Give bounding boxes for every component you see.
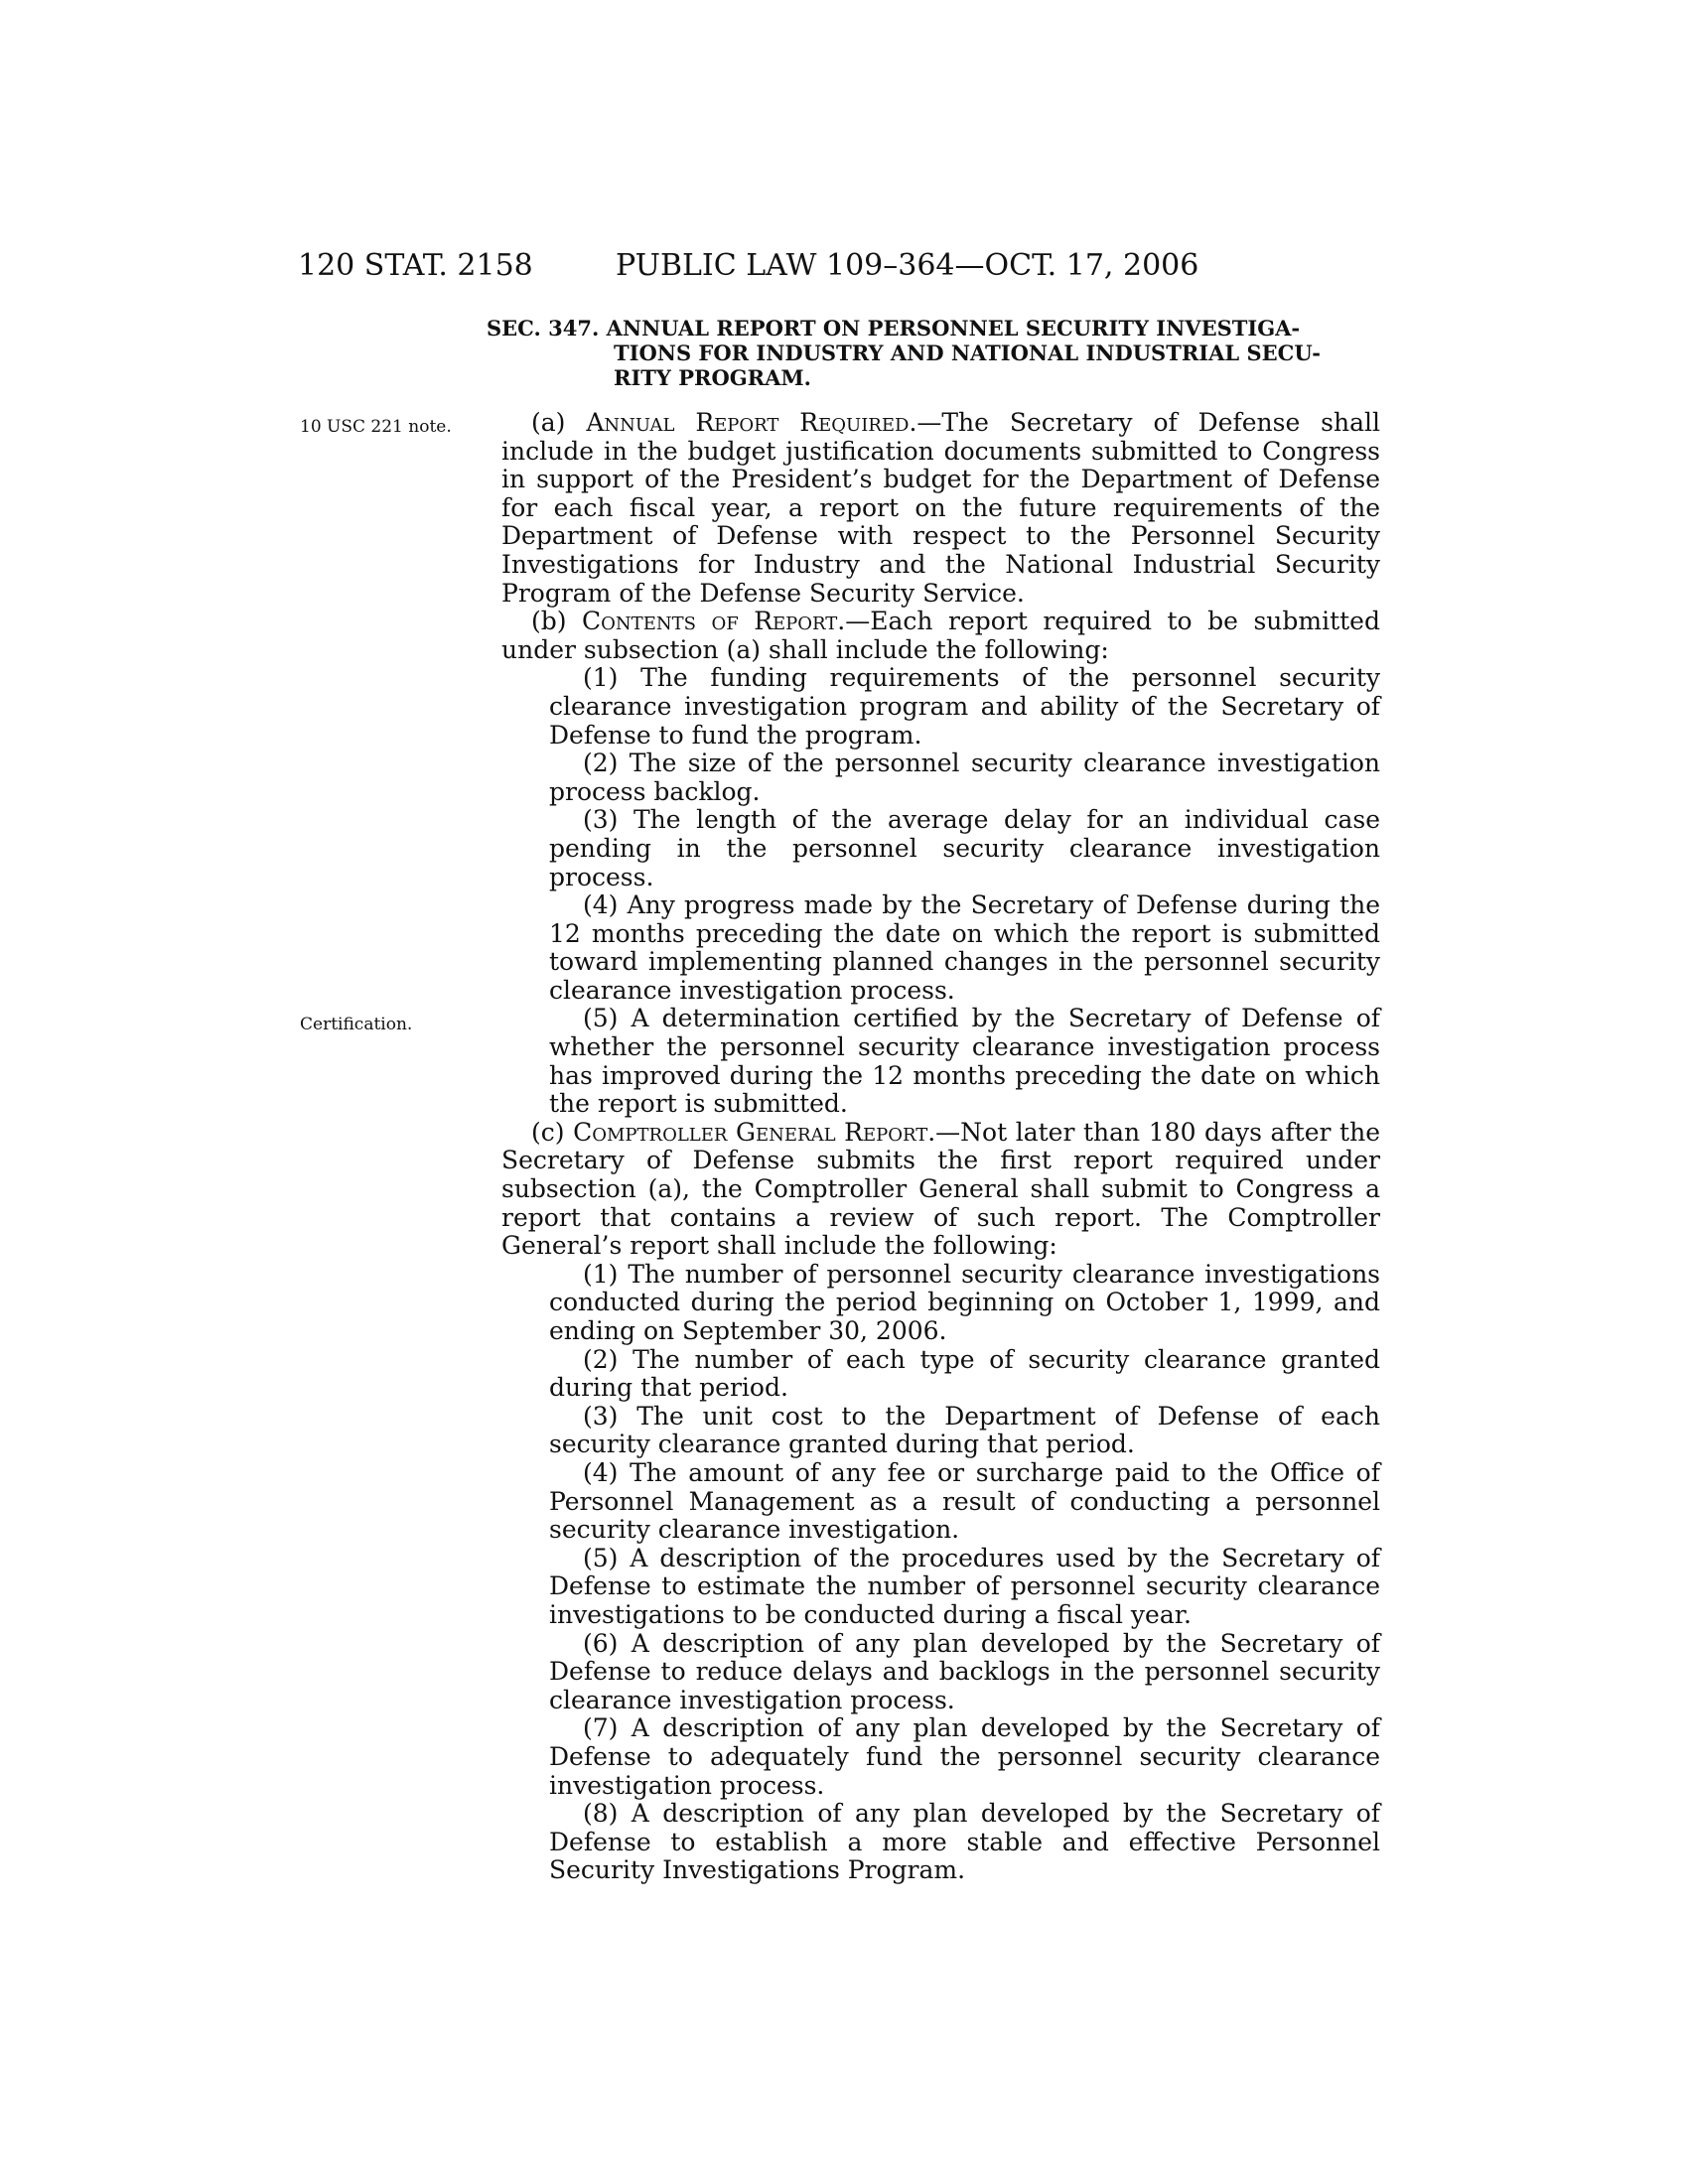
subsection-text: .—Not later than 180 days after the Secretary of Defense submits the first report required under subsection (a), the Comptroller General shall submit to Congress a report that contains a review of such report. The Comptroller General’s report shall include the following: — [501, 1117, 1380, 1261]
page-header — [298, 248, 1390, 298]
subsection-label: (c) — [531, 1117, 574, 1147]
list-item: (7) A description of any plan developed by the Secretary of Defense to adequately fund the personnel security clearance investigation process. — [549, 1713, 1380, 1800]
list-item: (5) A description of the procedures used by the Secretary of Defense to estimate the number of personnel security clearance investigations to be conducted during a fiscal year. — [549, 1543, 1380, 1629]
statute-reference: 120 STAT. 2158 — [298, 248, 533, 283]
list-item: (3) The length of the average delay for an individual case pending in the personnel security clearance investigation process. — [549, 805, 1380, 891]
margin-note-usc: 10 USC 221 note. — [300, 417, 452, 437]
list-item: (3) The unit cost to the Department of Defense of each security clearance granted during that period. — [549, 1401, 1380, 1459]
section-heading-line: TIONS FOR INDUSTRY AND NATIONAL INDUSTRIAL SECU- — [614, 341, 1322, 365]
document-body — [501, 409, 1380, 1885]
subsection-b — [501, 608, 1380, 664]
margin-note-certification: Certification. — [300, 1015, 413, 1034]
list-item: (4) The amount of any fee or surcharge paid to the Office of Personnel Management as a result of conducting a personnel security clearance investigation. — [549, 1457, 1380, 1545]
subsection-a — [501, 409, 1380, 608]
list-item: (2) The size of the personnel security clearance investigation process backlog. — [549, 749, 1380, 806]
list-item: (6) A description of any plan developed by the Secretary of Defense to reduce delays and backlogs in the personnel security clearance investigation process. — [549, 1628, 1380, 1714]
subsection-text: .—The Secretary of Defense shall include in the budget justification documents submitted to Congress in support of the President’s budget for the Department of Defense for each fiscal year, a report on the future requirements of the Department of Defense with respect to the Personnel Security Investigations for Industry and the National Industrial Security Program of the Defense Security Service. — [501, 408, 1380, 608]
list-item: (1) The number of personnel security clearance investigations conducted during the period beginning on October 1, 1999, and ending on September 30, 2006. — [549, 1259, 1380, 1345]
subsection-heading: Annual Report Required — [586, 408, 910, 437]
list-item: (5) A determination certified by the Secretary of Defense of whether the personnel security clearance investigation process has improved during the 12 months preceding the date on which the report is submitted. — [549, 1004, 1380, 1119]
subsection-c — [501, 1119, 1380, 1261]
list-item: (1) The funding requirements of the personnel security clearance investigation program and ability of the Secretary of Defense to fund the program. — [549, 663, 1380, 750]
subsection-label: (b) — [531, 607, 583, 636]
list-item: (2) The number of each type of security clearance granted during that period. — [549, 1344, 1380, 1403]
subsection-label: (a) — [531, 408, 587, 437]
section-heading-line: RITY PROGRAM. — [614, 365, 811, 390]
public-law-title: PUBLIC LAW 109–364—OCT. 17, 2006 — [616, 248, 1199, 283]
list-item: (4) Any progress made by the Secretary of Defense during the 12 months preceding the date on which the report is submitted toward implementing planned changes in the personnel security clearance investigation process. — [549, 890, 1380, 1005]
subsection-heading: Comptroller General Report — [573, 1117, 928, 1147]
subsection-text: .—Each report required to be submitted under subsection (a) shall include the following: — [501, 607, 1380, 664]
subsection-heading: Contents of Report — [582, 607, 838, 636]
section-heading-line: SEC. 347. ANNUAL REPORT ON PERSONNEL SECURITY INVESTIGA- — [487, 316, 1301, 341]
list-item: (8) A description of any plan developed by the Secretary of Defense to establish a more stable and effective Personnel Security Investigations Program. — [549, 1799, 1380, 1885]
section-heading — [487, 316, 1375, 390]
